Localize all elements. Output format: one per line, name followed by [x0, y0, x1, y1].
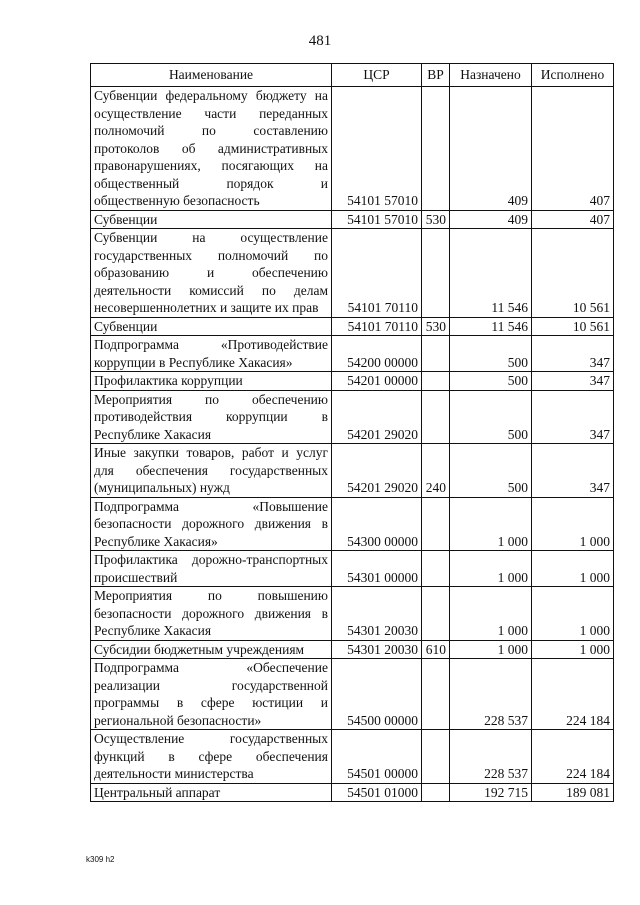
row-csr: 54101 57010	[332, 87, 422, 211]
row-done: 224 184	[532, 659, 614, 730]
row-vr: 530	[422, 317, 450, 336]
row-name: Субсидии бюджетным учреждениям	[91, 640, 332, 659]
row-vr	[422, 87, 450, 211]
row-csr: 54201 00000	[332, 372, 422, 391]
row-done: 1 000	[532, 551, 614, 587]
row-vr: 530	[422, 210, 450, 229]
row-plan: 500	[450, 336, 532, 372]
row-vr	[422, 336, 450, 372]
header-name: Наименование	[91, 64, 332, 87]
row-vr	[422, 551, 450, 587]
row-done: 1 000	[532, 497, 614, 551]
header-vr: ВР	[422, 64, 450, 87]
row-csr: 54201 29020	[332, 444, 422, 498]
row-vr	[422, 783, 450, 802]
row-name: Мероприятия по обеспечению противодействия коррупции в Республике Хакасия	[91, 390, 332, 444]
row-done: 407	[532, 210, 614, 229]
table-row	[91, 336, 614, 372]
row-plan: 1 000	[450, 551, 532, 587]
table-row	[91, 730, 614, 784]
row-plan: 500	[450, 390, 532, 444]
row-csr: 54101 70110	[332, 229, 422, 318]
page-number: 481	[308, 33, 332, 49]
row-csr: 54101 57010	[332, 210, 422, 229]
row-name: Мероприятия по повышению безопасности дорожного движения в Республике Хакасия	[91, 587, 332, 641]
row-done: 407	[532, 87, 614, 211]
table-row	[91, 317, 614, 336]
row-plan: 409	[450, 87, 532, 211]
row-csr: 54300 00000	[332, 497, 422, 551]
row-name: Осуществление государственных функций в сфере обеспечения деятельности министерства	[91, 730, 332, 784]
row-vr: 240	[422, 444, 450, 498]
row-csr: 54501 00000	[332, 730, 422, 784]
table-row	[91, 390, 614, 444]
row-plan: 11 546	[450, 229, 532, 318]
row-done: 347	[532, 390, 614, 444]
row-name: Субвенции	[91, 317, 332, 336]
row-vr	[422, 730, 450, 784]
row-vr: 610	[422, 640, 450, 659]
table-row	[91, 551, 614, 587]
row-csr: 54501 01000	[332, 783, 422, 802]
row-done: 347	[532, 372, 614, 391]
row-vr	[422, 659, 450, 730]
table-row	[91, 497, 614, 551]
row-plan: 228 537	[450, 659, 532, 730]
row-done: 1 000	[532, 640, 614, 659]
row-csr: 54301 00000	[332, 551, 422, 587]
header-plan: Назначено	[450, 64, 532, 87]
header-done: Исполнено	[532, 64, 614, 87]
table-row	[91, 87, 614, 211]
row-vr	[422, 497, 450, 551]
row-done: 1 000	[532, 587, 614, 641]
row-plan: 1 000	[450, 497, 532, 551]
row-vr	[422, 372, 450, 391]
row-vr	[422, 390, 450, 444]
table-header-row	[91, 64, 614, 87]
row-plan: 500	[450, 372, 532, 391]
row-done: 10 561	[532, 229, 614, 318]
row-plan: 11 546	[450, 317, 532, 336]
row-csr: 54101 70110	[332, 317, 422, 336]
row-csr: 54200 00000	[332, 336, 422, 372]
row-name: Субвенции	[91, 210, 332, 229]
row-plan: 192 715	[450, 783, 532, 802]
row-done: 347	[532, 444, 614, 498]
row-plan: 500	[450, 444, 532, 498]
table-row	[91, 659, 614, 730]
row-done: 224 184	[532, 730, 614, 784]
row-plan: 1 000	[450, 640, 532, 659]
table-row	[91, 587, 614, 641]
row-name: Профилактика дорожно-транспортных происшествий	[91, 551, 332, 587]
row-csr: 54201 29020	[332, 390, 422, 444]
table-row	[91, 783, 614, 802]
row-done: 189 081	[532, 783, 614, 802]
row-name: Иные закупки товаров, работ и услуг для обеспечения государственных (муниципальных) нужд	[91, 444, 332, 498]
table-row	[91, 640, 614, 659]
table-row	[91, 210, 614, 229]
table-row	[91, 229, 614, 318]
row-plan: 409	[450, 210, 532, 229]
row-name: Центральный аппарат	[91, 783, 332, 802]
table-row	[91, 372, 614, 391]
row-vr	[422, 229, 450, 318]
header-csr: ЦСР	[332, 64, 422, 87]
footer-code: k309 h2	[86, 855, 115, 864]
row-name: Профилактика коррупции	[91, 372, 332, 391]
row-name: Субвенции на осуществление государственных полномочий по образованию и обеспечению деятельности комиссий по делам несовершеннолетних и защите их прав	[91, 229, 332, 318]
row-name: Подпрограмма «Повышение безопасности дорожного движения в Республике Хакасия»	[91, 497, 332, 551]
row-vr	[422, 587, 450, 641]
row-name: Подпрограмма «Обеспечение реализации государственной программы в сфере юстиции и региональной безопасности»	[91, 659, 332, 730]
row-csr: 54301 20030	[332, 587, 422, 641]
row-name: Субвенции федеральному бюджету на осуществление части переданных полномочий по составлению протоколов об административных правонарушениях, посягающих на общественный порядок и общественную безопасность	[91, 87, 332, 211]
row-done: 347	[532, 336, 614, 372]
row-csr: 54301 20030	[332, 640, 422, 659]
budget-table	[90, 63, 614, 802]
row-name: Подпрограмма «Противодействие коррупции в Республике Хакасия»	[91, 336, 332, 372]
row-csr: 54500 00000	[332, 659, 422, 730]
row-plan: 1 000	[450, 587, 532, 641]
row-plan: 228 537	[450, 730, 532, 784]
table-row	[91, 444, 614, 498]
row-done: 10 561	[532, 317, 614, 336]
